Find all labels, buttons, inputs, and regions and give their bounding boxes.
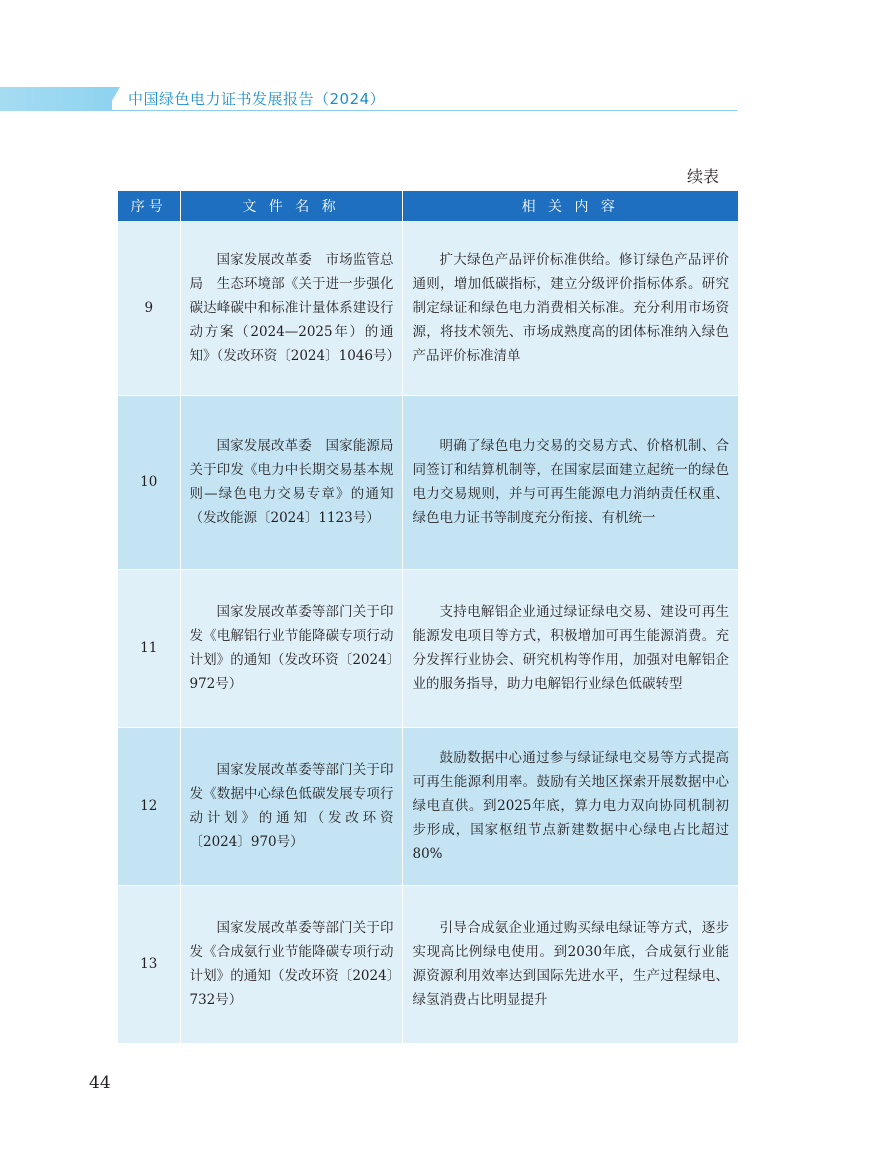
column-header-number: 序号 bbox=[118, 191, 180, 221]
table-row bbox=[118, 727, 738, 885]
page-number: 44 bbox=[89, 1073, 111, 1093]
row-number: 13 bbox=[118, 885, 180, 1043]
table-row bbox=[118, 885, 738, 1043]
document-name: 国家发展改革委等部门关于印发《数据中心绿色低碳发展专项行动计划》的通知（发改环资〔2024〕970号） bbox=[189, 762, 394, 850]
document-name: 国家发展改革委 市场监管总局 生态环境部《关于进一步强化碳达峰碳中和标准计量体系建设行动方案（2024—2025年）的通知》（发改环资〔2024〕1046号） bbox=[189, 251, 400, 364]
document-name-cell bbox=[180, 885, 402, 1043]
continued-table-label: 续表 bbox=[686, 167, 719, 186]
related-content-cell bbox=[402, 395, 738, 569]
related-content: 鼓励数据中心通过参与绿证绿电交易等方式提高可再生能源利用率。鼓励有关地区探索开展数据中心绿电直供。到2025年底，算力电力双向协同机制初步形成，国家枢纽节点新建数据中心绿电占比超过80% bbox=[412, 750, 729, 862]
row-number: 11 bbox=[118, 569, 180, 727]
document-name-cell bbox=[180, 221, 402, 395]
column-header-related-content: 相 关 内 容 bbox=[402, 191, 738, 221]
table-row bbox=[118, 569, 738, 727]
column-header-document-name: 文 件 名 称 bbox=[180, 191, 402, 221]
document-name-cell bbox=[180, 727, 402, 885]
row-number: 12 bbox=[118, 727, 180, 885]
related-content: 扩大绿色产品评价标准供给。修订绿色产品评价通则，增加低碳指标，建立分级评价指标体系。研究制定绿证和绿色电力消费相关标准。充分利用市场资源，将技术领先、市场成熟度高的团体标准纳入绿色产品评价标准清单 bbox=[412, 251, 729, 364]
related-content-cell bbox=[402, 885, 738, 1043]
document-name-cell bbox=[180, 569, 402, 727]
related-content-cell bbox=[402, 569, 738, 727]
related-content: 支持电解铝企业通过绿证绿电交易、建设可再生能源发电项目等方式，积极增加可再生能源消费。充分发挥行业协会、研究机构等作用，加强对电解铝企业的服务指导，助力电解铝行业绿色低碳转型 bbox=[412, 604, 729, 692]
document-name: 国家发展改革委等部门关于印发《合成氨行业节能降碳专项行动计划》的通知（发改环资〔2024〕732号） bbox=[189, 920, 394, 1008]
header-accent-tail bbox=[106, 87, 120, 111]
document-name: 国家发展改革委 国家能源局关于印发《电力中长期交易基本规则—绿色电力交易专章》的通知（发改能源〔2024〕1123号） bbox=[189, 438, 394, 526]
related-content: 引导合成氨企业通过购买绿电绿证等方式，逐步实现高比例绿电使用。到2030年底，合成氨行业能源资源利用效率达到国际先进水平，生产过程绿电、绿氢消费占比明显提升 bbox=[412, 920, 729, 1008]
table-row bbox=[118, 221, 738, 395]
document-name: 国家发展改革委等部门关于印发《电解铝行业节能降碳专项行动计划》的通知（发改环资〔2024〕972号） bbox=[189, 604, 394, 692]
related-content: 明确了绿色电力交易的交易方式、价格机制、合同签订和结算机制等，在国家层面建立起统一的绿色电力交易规则，并与可再生能源电力消纳责任权重、绿色电力证书等制度充分衔接、有机统一 bbox=[412, 438, 729, 526]
table-header-row bbox=[118, 191, 738, 221]
row-number: 10 bbox=[118, 395, 180, 569]
related-content-cell bbox=[402, 727, 738, 885]
row-number: 9 bbox=[118, 221, 180, 395]
table-row bbox=[118, 395, 738, 569]
header-accent-band bbox=[0, 87, 112, 111]
header-rule bbox=[112, 110, 737, 111]
document-name-cell bbox=[180, 395, 402, 569]
running-header-title: 中国绿色电力证书发展报告（2024） bbox=[128, 90, 386, 108]
policy-documents-table bbox=[118, 191, 738, 1044]
related-content-cell bbox=[402, 221, 738, 395]
